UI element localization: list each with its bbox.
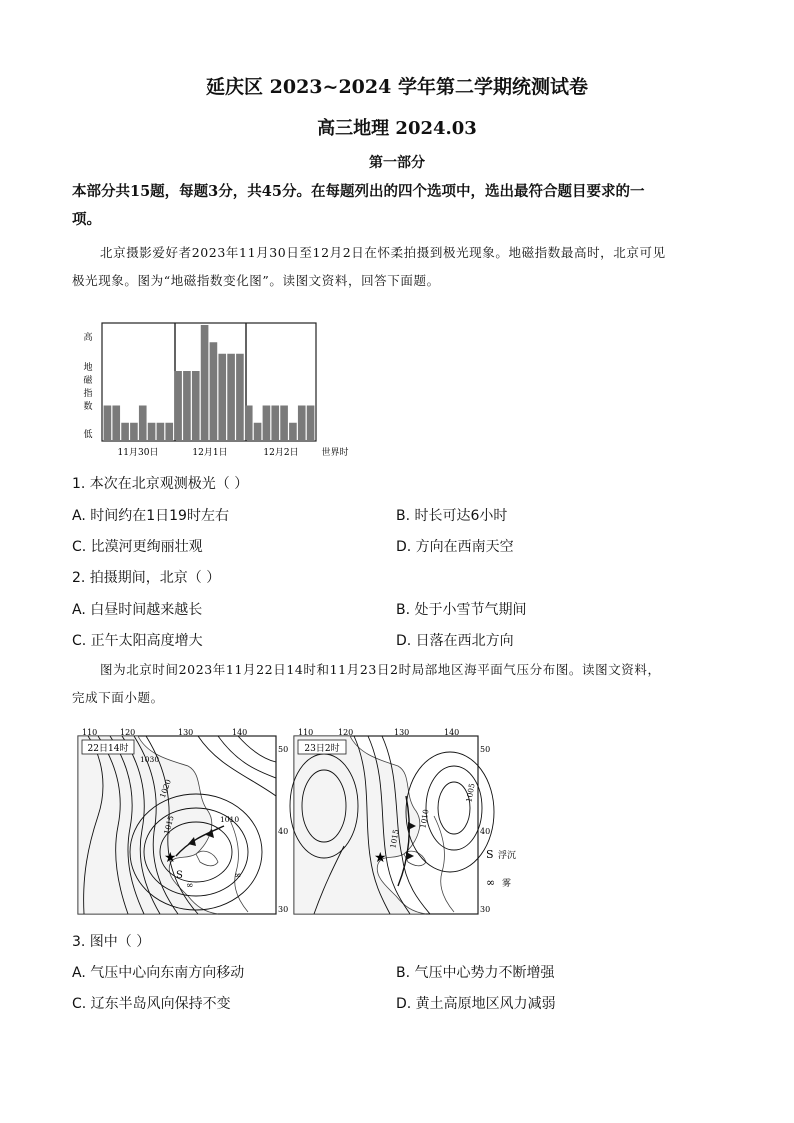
x-label-dec2: 12月2日 (263, 448, 299, 458)
exam-subtitle: 高三地理 2024.03 (317, 118, 477, 139)
bar-7 (165, 423, 173, 440)
bar-12 (210, 342, 218, 440)
bar-5 (148, 423, 156, 440)
bar-3 (130, 423, 138, 440)
bar-17 (254, 423, 262, 440)
right-lon-130: 130 (394, 728, 410, 737)
left-lon-140: 140 (232, 728, 248, 737)
isobar-1030: 1030 (140, 755, 160, 764)
y-label-char-3: 指 (83, 389, 93, 399)
svg-text:∞: ∞ (234, 871, 242, 881)
beijing-star-icon-right: ★ (374, 850, 387, 866)
q2-option-c[interactable]: C. 正午太阳高度增大 (72, 633, 203, 649)
bar-11 (201, 325, 209, 440)
question-2-stem: 2. 拍摄期间，北京（ ） (72, 570, 221, 586)
bar-21 (289, 423, 297, 440)
q3-option-d[interactable]: D. 黄土高原地区风力减弱 (396, 996, 556, 1012)
right-lon-140: 140 (444, 728, 460, 737)
bar-9 (183, 371, 191, 440)
section-instruction (72, 178, 732, 234)
left-lat-30: 30 (278, 905, 289, 914)
dust-symbol-left: S (176, 870, 183, 881)
bar-6 (157, 423, 165, 440)
passage-1-line-2: 极光现象。图为“地磁指数变化图”。读图文资料，回答下面题。 (72, 273, 440, 288)
q1-option-a[interactable]: A. 时间约在1日19时左右 (72, 508, 229, 524)
passage-1-line-1: 北京摄影爱好者2023年11月30日至12月2日在怀柔拍摄到极光现象。地磁指数最高时，北京可见 (100, 245, 666, 260)
legend-fog-label: 雾 (502, 879, 512, 889)
beijing-star-icon: ★ (164, 850, 177, 866)
y-label-char-1: 地 (83, 363, 93, 373)
left-lat-40: 40 (278, 827, 289, 836)
q3-option-a[interactable]: A. 气压中心向东南方向移动 (72, 965, 245, 981)
question-3-stem: 3. 图中（ ） (72, 934, 151, 950)
q2-option-d[interactable]: D. 日落在西北方向 (396, 633, 514, 649)
isobar-right-1015: 1015 (388, 828, 401, 849)
x-label-nov30: 11月30日 (117, 448, 159, 458)
left-lon-130: 130 (178, 728, 194, 737)
question-1-stem: 1. 本次在北京观测极光（ ） (72, 476, 249, 492)
isobar-right-1010: 1010 (418, 808, 431, 829)
right-lat-30: 30 (480, 905, 491, 914)
bar-19 (271, 406, 279, 441)
right-lon-120: 120 (338, 728, 354, 737)
x-axis-label: 世界时 (321, 448, 349, 458)
passage-2-line-2: 完成下面小题。 (72, 690, 164, 705)
legend-fog-symbol: ∞ (486, 876, 496, 889)
bar-15 (236, 354, 244, 440)
left-lon-120: 120 (120, 728, 136, 737)
bar-0 (104, 406, 112, 441)
legend-dust-symbol: S (486, 848, 494, 861)
q2-option-a[interactable]: A. 白昼时间越来越长 (72, 602, 203, 618)
bar-16 (245, 406, 253, 441)
bar-4 (139, 406, 147, 441)
y-label-char-2: 磁 (83, 376, 93, 386)
map-right-label: 23日2时 (304, 744, 340, 754)
y-label-low: 低 (83, 430, 93, 440)
instruction-line-1: 本部分共15题，每题3分，共45分。在每题列出的四个选项中，选出最符合题目要求的一 (72, 183, 645, 200)
right-lon-110: 110 (298, 728, 314, 737)
passage-2 (72, 656, 722, 712)
svg-text:∞: ∞ (186, 881, 194, 891)
passage-1 (72, 239, 722, 295)
passage-2-line-1: 图为北京时间2023年11月22日14时和11月23日2时局部地区海平面气压分布图。读图文资料， (100, 662, 661, 677)
legend-dust-label: 浮沉 (498, 851, 517, 861)
q3-option-c[interactable]: C. 辽东半岛风向保持不变 (72, 996, 231, 1012)
isobar-1010: 1010 (220, 815, 240, 824)
exam-title: 延庆区 2023~2024 学年第二学期统测试卷 (206, 76, 588, 98)
y-label-high: 高 (83, 333, 93, 343)
isobar-right-1005: 1005 (464, 782, 477, 803)
q1-option-d[interactable]: D. 方向在西南天空 (396, 539, 514, 555)
map-left-label: 22日14时 (87, 744, 129, 754)
map-23-02 (290, 736, 494, 914)
bar-2 (121, 423, 129, 440)
y-label-char-4: 数 (83, 402, 93, 412)
right-lat-40: 40 (480, 827, 491, 836)
q3-option-b[interactable]: B. 气压中心势力不断增强 (396, 965, 555, 981)
bar-18 (263, 406, 271, 441)
geomagnetic-index-chart (78, 318, 358, 460)
bar-13 (218, 354, 226, 440)
x-label-dec1: 12月1日 (192, 448, 228, 458)
bar-22 (298, 406, 306, 441)
bar-23 (307, 406, 315, 441)
right-lat-50: 50 (480, 745, 491, 754)
isobar-1015: 1015 (162, 814, 176, 836)
section-heading: 第一部分 (369, 155, 425, 171)
isobar-1020: 1020 (157, 778, 173, 800)
bar-20 (280, 406, 288, 441)
bar-10 (192, 371, 200, 440)
chart-bars (104, 325, 315, 440)
bar-1 (112, 406, 120, 441)
bar-8 (174, 371, 182, 440)
pressure-maps (72, 726, 532, 918)
instruction-line-2: 项。 (72, 211, 101, 228)
left-lon-110: 110 (82, 728, 98, 737)
q1-option-b[interactable]: B. 时长可达6小时 (396, 508, 508, 524)
bar-14 (227, 354, 235, 440)
q2-option-b[interactable]: B. 处于小雪节气期间 (396, 602, 527, 618)
map-22-14 (78, 736, 276, 914)
left-lat-50: 50 (278, 745, 289, 754)
q1-option-c[interactable]: C. 比漠河更绚丽壮观 (72, 539, 203, 555)
